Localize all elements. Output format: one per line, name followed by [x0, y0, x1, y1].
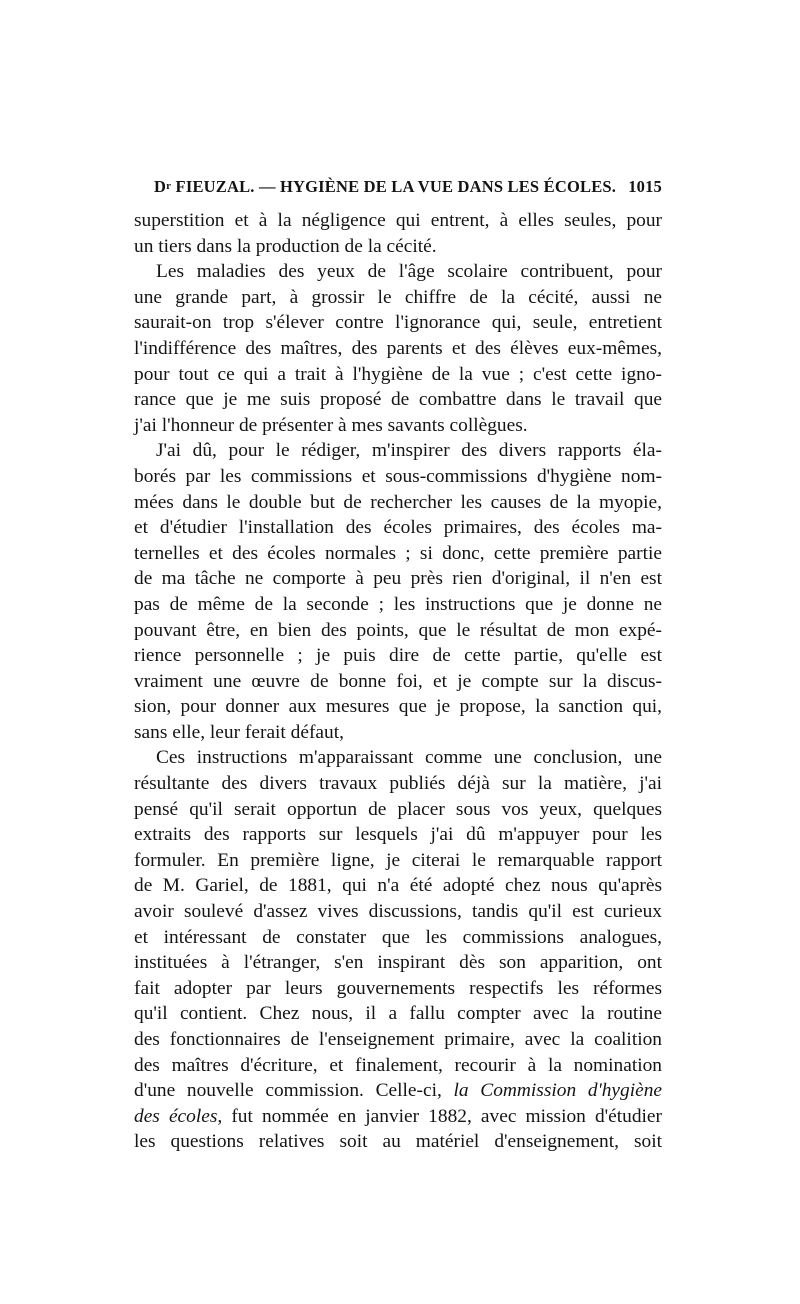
text-line: rience personnelle ; je puis dire de cette partie, qu'elle est — [134, 645, 662, 667]
text-line: pensé qu'il serait opportun de placer sous vos yeux, quelques — [134, 798, 662, 820]
text-line: avoir soulevé d'assez vives discussions, tandis qu'il est curieux — [134, 901, 662, 923]
text-line: ternelles et des écoles normales ; si donc, cette première partie — [134, 542, 662, 564]
body-text — [134, 208, 662, 1155]
text-line: pouvant être, en bien des points, que le résultat de mon expé- — [134, 619, 662, 641]
text-line: des maîtres d'écriture, et finalement, recourir à la nomination — [134, 1054, 662, 1076]
text-line: formuler. En première ligne, je citerai le remarquable rapport — [134, 849, 662, 871]
text-line: résultante des divers travaux publiés déjà sur la matière, j'ai — [134, 773, 662, 795]
text-run: d'une nouvelle commission. Celle-ci, — [134, 1080, 454, 1102]
author-abbrev: D — [154, 177, 167, 196]
text-line: et d'étudier l'installation des écoles primaires, des écoles ma- — [134, 517, 662, 539]
text-line: de M. Gariel, de 1881, qui n'a été adopté chez nous qu'après — [134, 875, 662, 897]
text-line: sion, pour donner aux mesures que je propose, la sanction qui, — [134, 696, 662, 718]
page-number: 1015 — [628, 177, 662, 196]
text-line: pour tout ce qui a trait à l'hygiène de la vue ; c'est cette igno- — [134, 363, 662, 385]
text-line: un tiers dans la production de la cécité. — [134, 235, 437, 257]
text-line-mixed — [134, 1104, 662, 1130]
text-line: et intéressant de constater que les commissions analogues, — [134, 926, 662, 948]
paragraph-3 — [134, 438, 662, 745]
text-run: fut nommée en janvier 1882, avec mission d'étudier — [222, 1105, 662, 1127]
text-line: fait adopter par leurs gouvernements respectifs les réformes — [134, 977, 662, 999]
text-line: superstition et à la négligence qui entrent, à elles seules, pour — [134, 210, 662, 231]
book-page — [134, 176, 662, 1155]
text-line: sans elle, leur ferait défaut, — [134, 721, 344, 743]
text-line: les questions relatives soit au matériel d'enseignement, soit — [134, 1131, 662, 1153]
text-line: borés par les commissions et sous-commissions d'hygiène nom- — [134, 465, 662, 487]
text-line: j'ai l'honneur de présenter à mes savants collègues. — [134, 414, 528, 436]
italic-title-run: des écoles, — [134, 1105, 223, 1127]
paragraph-4 — [134, 745, 662, 1155]
running-head-title — [154, 176, 618, 198]
text-line: de ma tâche ne comporte à peu près rien d'original, il n'en est — [134, 568, 662, 590]
text-line: pas de même de la seconde ; les instructions que je donne ne — [134, 593, 662, 615]
author-abbrev-superscript: r — [166, 180, 172, 192]
italic-title-run: la Commission d'hygiène — [453, 1080, 663, 1102]
text-line: une grande part, à grossir le chiffre de la cécité, aussi ne — [134, 286, 662, 308]
text-line: Ces instructions m'apparaissant comme une conclusion, une — [156, 747, 662, 769]
text-line: instituées à l'étranger, s'en inspirant dès son apparition, ont — [134, 952, 662, 974]
paragraph-2 — [134, 259, 662, 438]
text-line: J'ai dû, pour le rédiger, m'inspirer des divers rapports éla- — [156, 440, 662, 462]
text-line: des fonctionnaires de l'enseignement primaire, avec la coalition — [134, 1029, 662, 1050]
text-line: Les maladies des yeux de l'âge scolaire contribuent, pour — [156, 261, 662, 283]
text-line: extraits des rapports sur lesquels j'ai dû m'appuyer pour les — [134, 824, 662, 846]
text-line-mixed — [134, 1078, 662, 1104]
running-head-text: FIEUZAL. — HYGIÈNE DE LA VUE DANS LES ÉCOLES. — [171, 177, 617, 196]
text-line: saurait-on trop s'élever contre l'ignorance qui, seule, entretient — [134, 312, 662, 334]
text-line: mées dans le double but de rechercher les causes de la myopie, — [134, 491, 662, 513]
paragraph-1 — [134, 208, 662, 259]
text-line: l'indifférence des maîtres, des parents et des élèves eux-mêmes, — [134, 337, 662, 359]
running-head — [154, 176, 662, 198]
text-line: rance que je me suis proposé de combattre dans le travail que — [134, 389, 662, 411]
text-line: qu'il contient. Chez nous, il a fallu compter avec la routine — [134, 1003, 662, 1025]
text-line: vraiment une œuvre de bonne foi, et je compte sur la discus- — [134, 670, 662, 692]
